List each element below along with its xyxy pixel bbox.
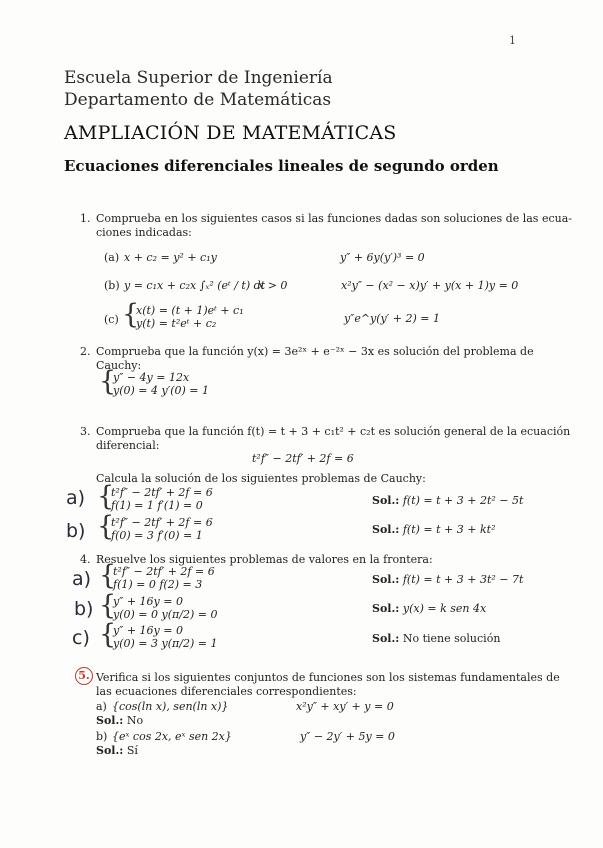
school-name: Escuela Superior de Ingeniería (64, 68, 333, 88)
problem-4a-sol-value: f(t) = t + 3 + 3t² − 7t (402, 573, 524, 586)
problem-4b-handwritten-label: b) (74, 598, 94, 620)
problem-3a-handwritten-label: a) (66, 487, 86, 509)
problem-5b-set: {eˣ cos 2x, eˣ sen 2x} (112, 730, 232, 743)
problem-3b-handwritten-label: b) (66, 520, 86, 542)
problem-5a-set: {cos(ln x), sen(ln x)} (112, 700, 229, 713)
problem-1-number: 1. (80, 212, 91, 225)
problem-4a-handwritten-label: a) (72, 568, 92, 590)
problem-4c-line1: y″ + 16y = 0 (113, 624, 183, 637)
problem-1-text-line1: Comprueba en los siguientes casos si las funciones dadas son soluciones de las ecua- (96, 212, 572, 225)
problem-3a-solution (372, 494, 523, 507)
problem-1b-label: (b) (104, 279, 120, 292)
problem-3b-brace: { (97, 511, 115, 542)
problem-4a-solution (372, 573, 523, 586)
problem-4c-solution (372, 632, 500, 645)
problem-3-number: 3. (80, 425, 91, 438)
problem-4b-sol-value: y(x) = k sen 4x (402, 602, 487, 615)
problem-1-text-line2: ciones indicadas: (96, 226, 192, 239)
problem-1c-equation: y″e^y(y′ + 2) = 1 (344, 312, 440, 325)
problem-1a-label: (a) (104, 251, 120, 264)
problem-4c-sol-value: No tiene solución (402, 632, 501, 645)
problem-3b-line2: f(0) = 3 f′(0) = 1 (111, 529, 203, 542)
problem-1c-brace: { (122, 299, 140, 330)
page-number: 1 (509, 34, 516, 47)
problem-5a-sol-label: Sol.: (96, 714, 124, 727)
page-title: AMPLIACIÓN DE MATEMÁTICAS (64, 122, 397, 144)
problem-2-sys-line2: y(0) = 4 y′(0) = 1 (113, 384, 210, 397)
problem-1b-equation: x²y″ − (x² − x)y′ + y(x + 1)y = 0 (341, 279, 519, 292)
problem-4c-line2: y(0) = 3 y(π/2) = 1 (113, 637, 218, 650)
problem-4b-line1: y″ + 16y = 0 (113, 595, 183, 608)
problem-3a-sol-value: f(t) = t + 3 + 2t² − 5t (402, 494, 524, 507)
problem-5-text-line1: Verifica si los siguientes conjuntos de funciones son los sistemas fundamentales de (96, 671, 560, 684)
problem-4c-handwritten-label: c) (72, 627, 90, 649)
problem-1c-line2: y(t) = t²eᵗ + c₂ (136, 317, 217, 330)
problem-1a-function: x + c₂ = y² + c₁y (124, 251, 217, 264)
problem-2-number: 2. (80, 345, 91, 358)
problem-5b-equation: y″ − 2y′ + 5y = 0 (300, 730, 395, 743)
problem-5a-label: a) (96, 700, 107, 713)
problem-2-sys-line1: y″ − 4y = 12x (113, 371, 190, 384)
problem-3a-sol-label: Sol.: (372, 494, 400, 507)
problem-4b-solution (372, 602, 486, 615)
problem-3b-sol-label: Sol.: (372, 523, 400, 536)
page-subtitle: Ecuaciones diferenciales lineales de segundo orden (64, 157, 499, 175)
problem-1c-line1: x(t) = (t + 1)eᵗ + c₁ (136, 304, 244, 317)
problem-3-text-line2: diferencial: (96, 439, 160, 452)
problem-4b-line2: y(0) = 0 y(π/2) = 0 (113, 608, 218, 621)
problem-1b-condition: x > 0 (258, 279, 288, 292)
problem-3-text-line1: Comprueba que la función f(t) = t + 3 + c₁t² + c₂t es solución general de la ecuación (96, 425, 571, 438)
problem-4a-sol-label: Sol.: (372, 573, 400, 586)
problem-5a-solution (96, 714, 143, 727)
problem-5b-sol-value: Sí (126, 744, 138, 757)
problem-5b-solution (96, 744, 138, 757)
problem-4c-sol-label: Sol.: (372, 632, 400, 645)
problem-4a-line1: t²f″ − 2tf′ + 2f = 6 (113, 565, 215, 578)
problem-5-text-line2: las ecuaciones diferenciales correspondientes: (96, 685, 357, 698)
problem-3a-brace: { (97, 481, 115, 512)
problem-4b-brace: { (99, 590, 117, 621)
problem-1a-equation: y″ + 6y(y′)³ = 0 (340, 251, 425, 264)
problem-3b-sol-value: f(t) = t + 3 + kt² (402, 523, 496, 536)
problem-2-brace: { (99, 366, 117, 397)
problem-2-text-line2: Cauchy: (96, 359, 142, 372)
department-name: Departamento de Matemáticas (64, 90, 332, 110)
problem-4-number: 4. (80, 553, 91, 566)
problem-4a-line2: f(1) = 0 f(2) = 3 (113, 578, 203, 591)
problem-3-text-line3: Calcula la solución de los siguientes problemas de Cauchy: (96, 472, 426, 485)
problem-1c-label: (c) (104, 313, 119, 326)
problem-4c-brace: { (99, 619, 117, 650)
problem-5a-equation: x²y″ + xy′ + y = 0 (296, 700, 394, 713)
problem-3a-line2: f(1) = 1 f′(1) = 0 (111, 499, 203, 512)
problem-4-text-line1: Resuelve los siguientes problemas de valores en la frontera: (96, 553, 433, 566)
problem-5-number: 5. (78, 669, 90, 682)
problem-5-circled-number (75, 667, 93, 685)
problem-4b-sol-label: Sol.: (372, 602, 400, 615)
problem-2-text-line1: Comprueba que la función y(x) = 3e²ˣ + e⁻²ˣ − 3x es solución del problema de (96, 345, 534, 358)
problem-3b-solution (372, 523, 495, 536)
problem-1b-function: y = c₁x + c₂x ∫ₓ² (eᵗ / t) dt (124, 279, 266, 292)
problem-3a-line1: t²f″ − 2tf′ + 2f = 6 (111, 486, 213, 499)
problem-3-equation: t²f″ − 2tf′ + 2f = 6 (252, 452, 354, 465)
problem-3b-line1: t²f″ − 2tf′ + 2f = 6 (111, 516, 213, 529)
problem-4a-brace: { (99, 560, 117, 591)
problem-5b-label: b) (96, 730, 108, 743)
problem-5b-sol-label: Sol.: (96, 744, 124, 757)
problem-5a-sol-value: No (126, 714, 144, 727)
